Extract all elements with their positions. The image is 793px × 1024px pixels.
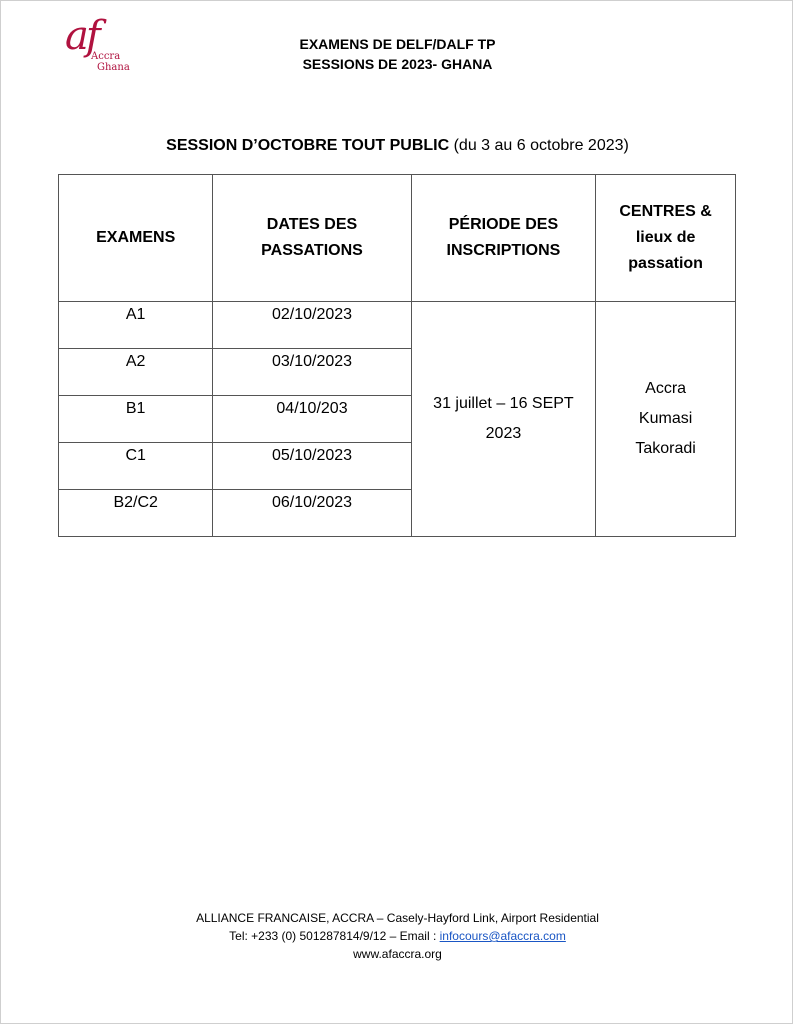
header-dates	[213, 175, 411, 302]
document-header	[1, 34, 793, 74]
footer-website: www.afaccra.org	[353, 947, 442, 961]
header-period	[411, 175, 596, 302]
date-cell: 06/10/2023	[213, 490, 411, 537]
email-link[interactable]: infocours@afaccra.com	[439, 929, 566, 943]
exams-table	[58, 174, 736, 537]
logo-city: Accra	[91, 51, 121, 62]
session-title	[1, 137, 793, 155]
document-footer	[1, 909, 793, 963]
exam-cell: A1	[59, 302, 213, 349]
footer-address: ALLIANCE FRANCAISE, ACCRA – Casely-Hayford Link, Airport Residential	[196, 911, 599, 925]
header-centres-text: CENTRES & lieux de passation	[619, 203, 712, 272]
date-cell: 04/10/203	[213, 396, 411, 443]
logo-mark: af	[65, 13, 98, 59]
exam-cell: B2/C2	[59, 490, 213, 537]
exam-cell: A2	[59, 349, 213, 396]
centre-item: Accra	[645, 380, 687, 397]
header-period-text: PÉRIODE DES INSCRIPTIONS	[446, 216, 561, 259]
date-cell: 05/10/2023	[213, 443, 411, 490]
period-line: 31 juillet – 16 SEPT	[433, 395, 574, 412]
date-cell: 02/10/2023	[213, 302, 411, 349]
table-header-row	[59, 175, 736, 302]
header-dates-text: DATES DES PASSATIONS	[261, 216, 363, 259]
footer-phone: Tel: +233 (0) 501287814/9/12 – Email :	[229, 929, 440, 943]
exam-cell: B1	[59, 396, 213, 443]
period-line: 2023	[485, 425, 522, 442]
table-row	[59, 302, 736, 349]
centres-cell	[596, 302, 736, 537]
session-title-bold: SESSION D’OCTOBRE TOUT PUBLIC	[166, 137, 450, 154]
session-title-dates: (du 3 au 6 octobre 2023)	[449, 137, 629, 154]
inscription-period-cell	[411, 302, 596, 537]
exam-cell: C1	[59, 443, 213, 490]
header-title: EXAMENS DE DELF/DALF TP	[299, 36, 496, 52]
centre-item: Kumasi	[638, 410, 693, 427]
logo-country: Ghana	[97, 62, 130, 73]
header-subtitle: SESSIONS DE 2023- GHANA	[302, 56, 493, 72]
header-centres	[596, 175, 736, 302]
footer-contact	[1, 927, 793, 945]
date-cell: 03/10/2023	[213, 349, 411, 396]
centre-item: Takoradi	[635, 440, 696, 457]
header-exams: EXAMENS	[59, 175, 213, 302]
